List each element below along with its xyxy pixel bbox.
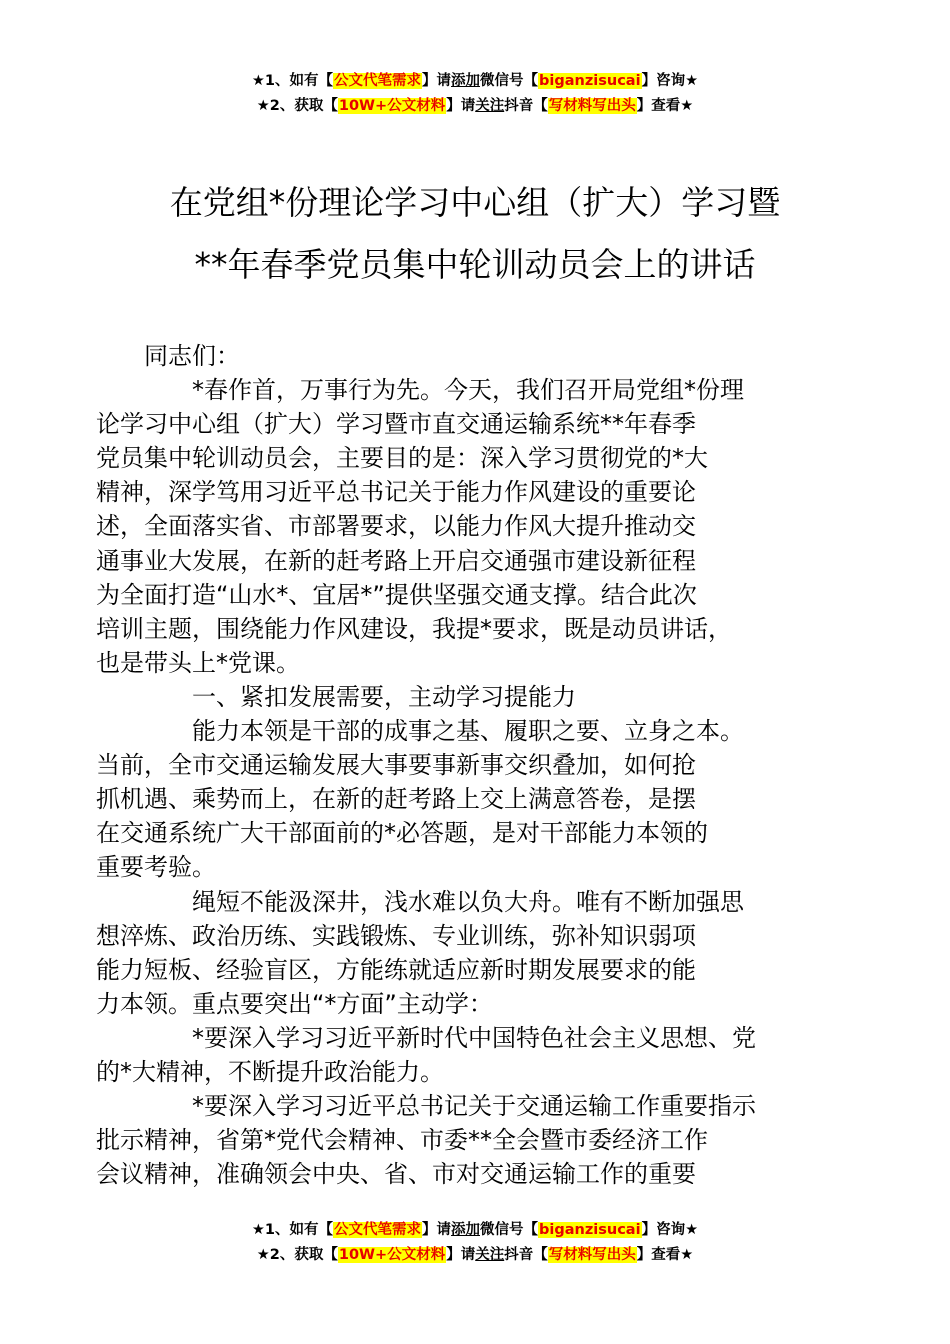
text-line: 述，全面落实省、市部署要求，以能力作风大提升推动交 (96, 512, 696, 541)
promo-text: 抖音【 (504, 98, 548, 114)
promo-text: 微信号【 (480, 73, 539, 89)
promo-text: 抖音【 (504, 1247, 548, 1263)
star-glyph: ★ (251, 1222, 265, 1238)
promo-text: 2、获取【 (269, 1247, 338, 1263)
text-line: *春作首，万事行为先。今天，我们召开局党组*份理 (192, 376, 744, 405)
underlined-text: 关注 (475, 98, 505, 114)
underlined-text: 添加 (451, 73, 481, 89)
paragraph-intro (96, 373, 824, 680)
footer-promo-banner (0, 1218, 950, 1268)
highlight-service: 公文代笔需求 (334, 1222, 422, 1238)
underlined-text: 添加 (451, 1222, 481, 1238)
promo-line-1 (0, 69, 950, 94)
text-line: 的*大精神，不断提升政治能力。 (96, 1057, 444, 1086)
promo-text: 】请 (422, 1222, 452, 1238)
text-line: 批示精神，省第*党代会精神、市委**全会暨市委经济工作 (96, 1126, 708, 1155)
promo-text: 】请 (446, 98, 476, 114)
title-line-1: 在党组*份理论学习中心组（扩大）学习暨 (169, 183, 781, 222)
text-line: 为全面打造“山水*、宜居*”提供坚强交通支撑。结合此次 (96, 580, 697, 609)
text-line: 力本领。重点要突出“*方面”主动学： (96, 989, 493, 1018)
document-body (96, 339, 824, 1191)
text-line: 培训主题，围绕能力作风建设，我提*要求，既是动员讲话， (96, 614, 732, 643)
promo-text: 1、如有【 (264, 73, 334, 89)
paragraph-capability (96, 714, 824, 884)
salutation: 同志们： (144, 342, 240, 370)
text-line: 重要考验。 (96, 853, 216, 882)
header-promo-banner (0, 69, 950, 119)
text-line: 通事业大发展，在新的赶考路上开启交通强市建设新征程 (96, 546, 696, 575)
highlight-douyin-account: 写材料写出头 (548, 1247, 636, 1263)
promo-text: 】请 (422, 73, 452, 89)
highlight-service: 公文代笔需求 (334, 73, 422, 89)
promo-text: 微信号【 (480, 1222, 539, 1238)
star-glyph: ★ (251, 73, 265, 89)
promo-text: 2、获取【 (269, 98, 338, 114)
paragraph-training (96, 885, 824, 1021)
text-line: 能力短板、经验盲区，方能练就适应新时期发展要求的能 (96, 955, 696, 984)
text-line: 绳短不能汲深井，浅水难以负大舟。唯有不断加强思 (192, 887, 744, 916)
highlight-wechat-id: biganzisucai (539, 73, 641, 89)
text-line: *要深入学习习近平总书记关于交通运输工作重要指示 (192, 1092, 756, 1121)
star-glyph: ★ (256, 1247, 270, 1263)
text-line: 当前，全市交通运输发展大事要事新事交织叠加，如何抢 (96, 751, 696, 780)
highlight-wechat-id: biganzisucai (539, 1222, 641, 1238)
promo-line-2 (0, 94, 950, 119)
promo-text: 】查看★ (636, 98, 694, 114)
promo-text: 】咨询★ (641, 73, 699, 89)
text-line: 党员集中轮训动员会，主要目的是：深入学习贯彻党的*大 (96, 444, 708, 473)
star-glyph: ★ (256, 98, 270, 114)
text-line: 抓机遇、乘势而上，在新的赶考路上交上满意答卷，是摆 (96, 785, 696, 814)
text-line: *要深入学习习近平新时代中国特色社会主义思想、党 (192, 1023, 756, 1052)
paragraph-point-2 (96, 1089, 824, 1191)
section-heading-1: 一、紧扣发展需要，主动学习提能力 (192, 682, 576, 711)
text-line: 能力本领是干部的成事之基、履职之要、立身之本。 (192, 717, 744, 746)
promo-line-1 (0, 1218, 950, 1243)
promo-line-2 (0, 1243, 950, 1268)
underlined-text: 关注 (475, 1247, 505, 1263)
text-line: 论学习中心组（扩大）学习暨市直交通运输系统**年春季 (96, 410, 696, 439)
promo-text: 】请 (446, 1247, 476, 1263)
highlight-materials: 10W+公文材料 (338, 1247, 446, 1263)
text-line: 会议精神，准确领会中央、省、市对交通运输工作的重要 (96, 1160, 696, 1189)
promo-text: 1、如有【 (264, 1222, 334, 1238)
highlight-materials: 10W+公文材料 (338, 98, 446, 114)
promo-text: 】查看★ (636, 1247, 694, 1263)
text-line: 也是带头上*党课。 (96, 648, 300, 677)
text-line: 在交通系统广大干部面前的*必答题，是对干部能力本领的 (96, 819, 708, 848)
document-title (100, 172, 850, 296)
highlight-douyin-account: 写材料写出头 (548, 98, 636, 114)
text-line: 精神，深学笃用习近平总书记关于能力作风建设的重要论 (96, 478, 696, 507)
text-line: 想淬炼、政治历练、实践锻炼、专业训练，弥补知识弱项 (96, 921, 696, 950)
promo-text: 】咨询★ (641, 1222, 699, 1238)
paragraph-point-1 (96, 1021, 824, 1089)
title-line-2: **年春季党员集中轮训动员会上的讲话 (194, 245, 756, 284)
